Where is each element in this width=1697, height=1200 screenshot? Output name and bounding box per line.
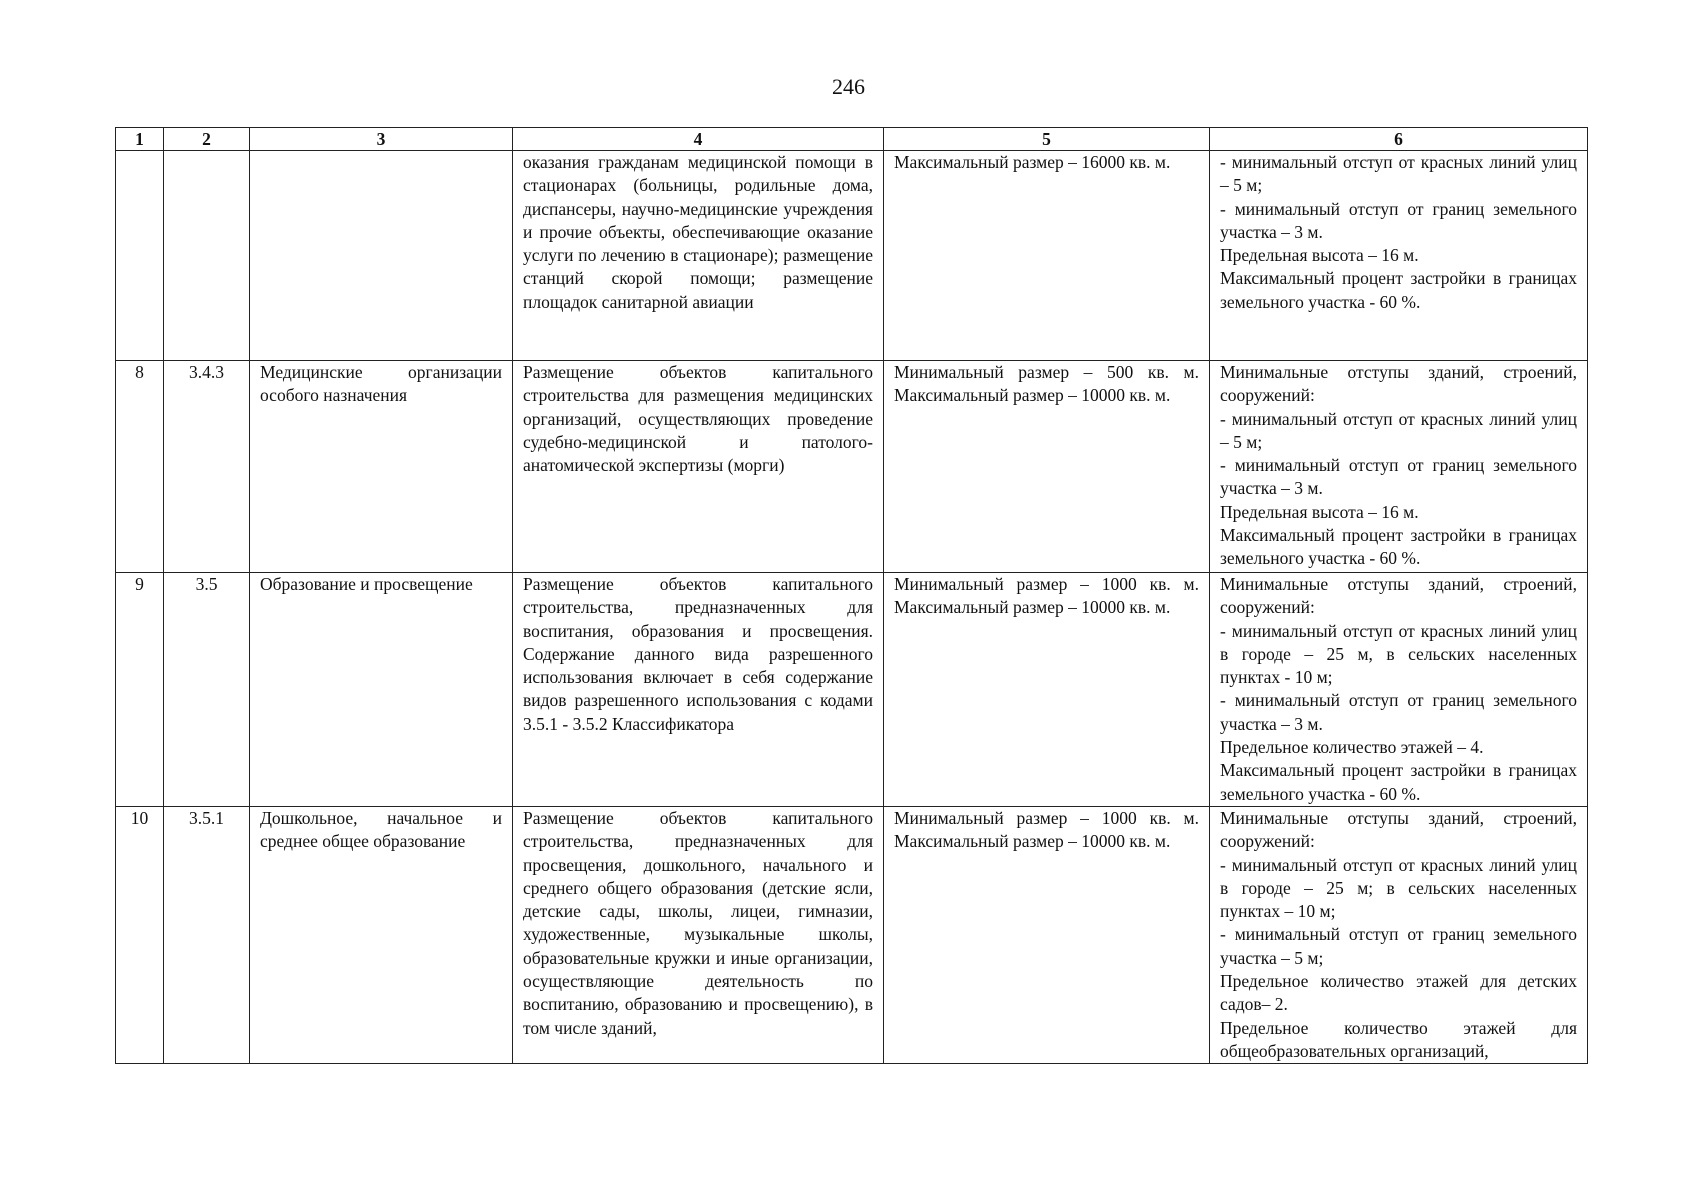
row-code (164, 151, 250, 361)
row-description: Размещение объектов капитального строительства для размещения медицинских организаций, осуществляющих проведение судебно-медицинской и патолого-анатомической экспертизы (морги) (513, 361, 884, 573)
row-number (116, 151, 164, 361)
param-line: Предельное количество этажей для общеобразовательных организаций, (1220, 1017, 1577, 1061)
column-header-1: 1 (116, 128, 164, 151)
param-line: - минимальный отступ от границ земельного участка – 3 м. (1220, 198, 1577, 242)
param-line: Максимальный процент застройки в границах земельного участка - 60 %. (1220, 760, 1577, 804)
row-number: 8 (116, 361, 164, 573)
row-params (1210, 151, 1588, 361)
param-line: Предельное количество этажей для детских садов– 2. (1220, 971, 1577, 1015)
table-row (116, 573, 1588, 807)
row-params (1210, 361, 1588, 573)
param-line: Предельное количество этажей – 4. (1220, 737, 1484, 758)
row-name: Образование и просвещение (250, 573, 513, 807)
table-row (116, 151, 1588, 361)
table-row (116, 361, 1588, 573)
column-header-3: 3 (250, 128, 513, 151)
row-number: 9 (116, 573, 164, 807)
param-line: Максимальный процент застройки в границах земельного участка - 60 %. (1220, 268, 1577, 312)
param-line: - минимальный отступ от красных линий улиц – 5 м; (1220, 152, 1577, 196)
param-line: Минимальные отступы зданий, строений, сооружений: (1220, 808, 1577, 852)
column-header-5: 5 (884, 128, 1210, 151)
row-size: Минимальный размер – 1000 кв. м. Максимальный размер – 10000 кв. м. (884, 573, 1210, 807)
row-number: 10 (116, 807, 164, 1064)
param-line: Минимальные отступы зданий, строений, сооружений: (1220, 362, 1577, 406)
param-line: - минимальный отступ от красных линий улиц в городе – 25 м; в сельских населенных пунктах – 10 м; (1220, 854, 1577, 922)
row-params (1210, 807, 1588, 1064)
param-line: Предельная высота – 16 м. (1220, 501, 1419, 522)
row-size: Максимальный размер – 16000 кв. м. (884, 151, 1210, 361)
param-line: - минимальный отступ от границ земельного участка – 3 м. (1220, 455, 1577, 499)
row-code: 3.4.3 (164, 361, 250, 573)
zoning-table (115, 127, 1588, 1064)
row-description: Размещение объектов капитального строительства, предназначенных для просвещения, дошкольного, начального и среднего общего образования (детские ясли, детские сады, школы, лицеи, гимназии, художественные, музыкальные школы, образовательные кружки и иные организации, осуществляющие деятельность по воспитанию, образованию и просвещению), в том числе зданий, (513, 807, 884, 1064)
param-line: - минимальный отступ от границ земельного участка – 5 м; (1220, 924, 1577, 968)
column-header-4: 4 (513, 128, 884, 151)
row-size: Минимальный размер – 500 кв. м. Максимальный размер – 10000 кв. м. (884, 361, 1210, 573)
param-line: - минимальный отступ от красных линий улиц в городе – 25 м, в сельских населенных пунктах - 10 м; (1220, 620, 1577, 688)
row-name (250, 151, 513, 361)
param-line: - минимальный отступ от границ земельного участка – 3 м. (1220, 690, 1577, 734)
row-size: Минимальный размер – 1000 кв. м. Максимальный размер – 10000 кв. м. (884, 807, 1210, 1064)
page-number: 246 (832, 74, 865, 99)
table-header-row (116, 128, 1588, 151)
row-params (1210, 573, 1588, 807)
row-code: 3.5 (164, 573, 250, 807)
row-description: оказания гражданам медицинской помощи в стационарах (больницы, родильные дома, диспансеры, научно-медицинские учреждения и прочие объекты, обеспечивающие оказание услуги по лечению в стационаре); размещение станций скорой помощи; размещение площадок санитарной авиации (513, 151, 884, 361)
table-row (116, 807, 1588, 1064)
param-line: - минимальный отступ от красных линий улиц – 5 м; (1220, 408, 1577, 452)
param-line: Минимальные отступы зданий, строений, сооружений: (1220, 574, 1577, 618)
row-description: Размещение объектов капитального строительства, предназначенных для воспитания, образования и просвещения. Содержание данного вида разрешенного использования включает в себя содержание видов разрешенного использования с кодами 3.5.1 - 3.5.2 Классификатора (513, 573, 884, 807)
row-name: Медицинские организации особого назначения (250, 361, 513, 573)
param-line: Максимальный процент застройки в границах земельного участка - 60 %. (1220, 525, 1577, 569)
param-line: Предельная высота – 16 м. (1220, 245, 1419, 266)
column-header-2: 2 (164, 128, 250, 151)
row-name: Дошкольное, начальное и среднее общее образование (250, 807, 513, 1064)
row-code: 3.5.1 (164, 807, 250, 1064)
column-header-6: 6 (1210, 128, 1588, 151)
